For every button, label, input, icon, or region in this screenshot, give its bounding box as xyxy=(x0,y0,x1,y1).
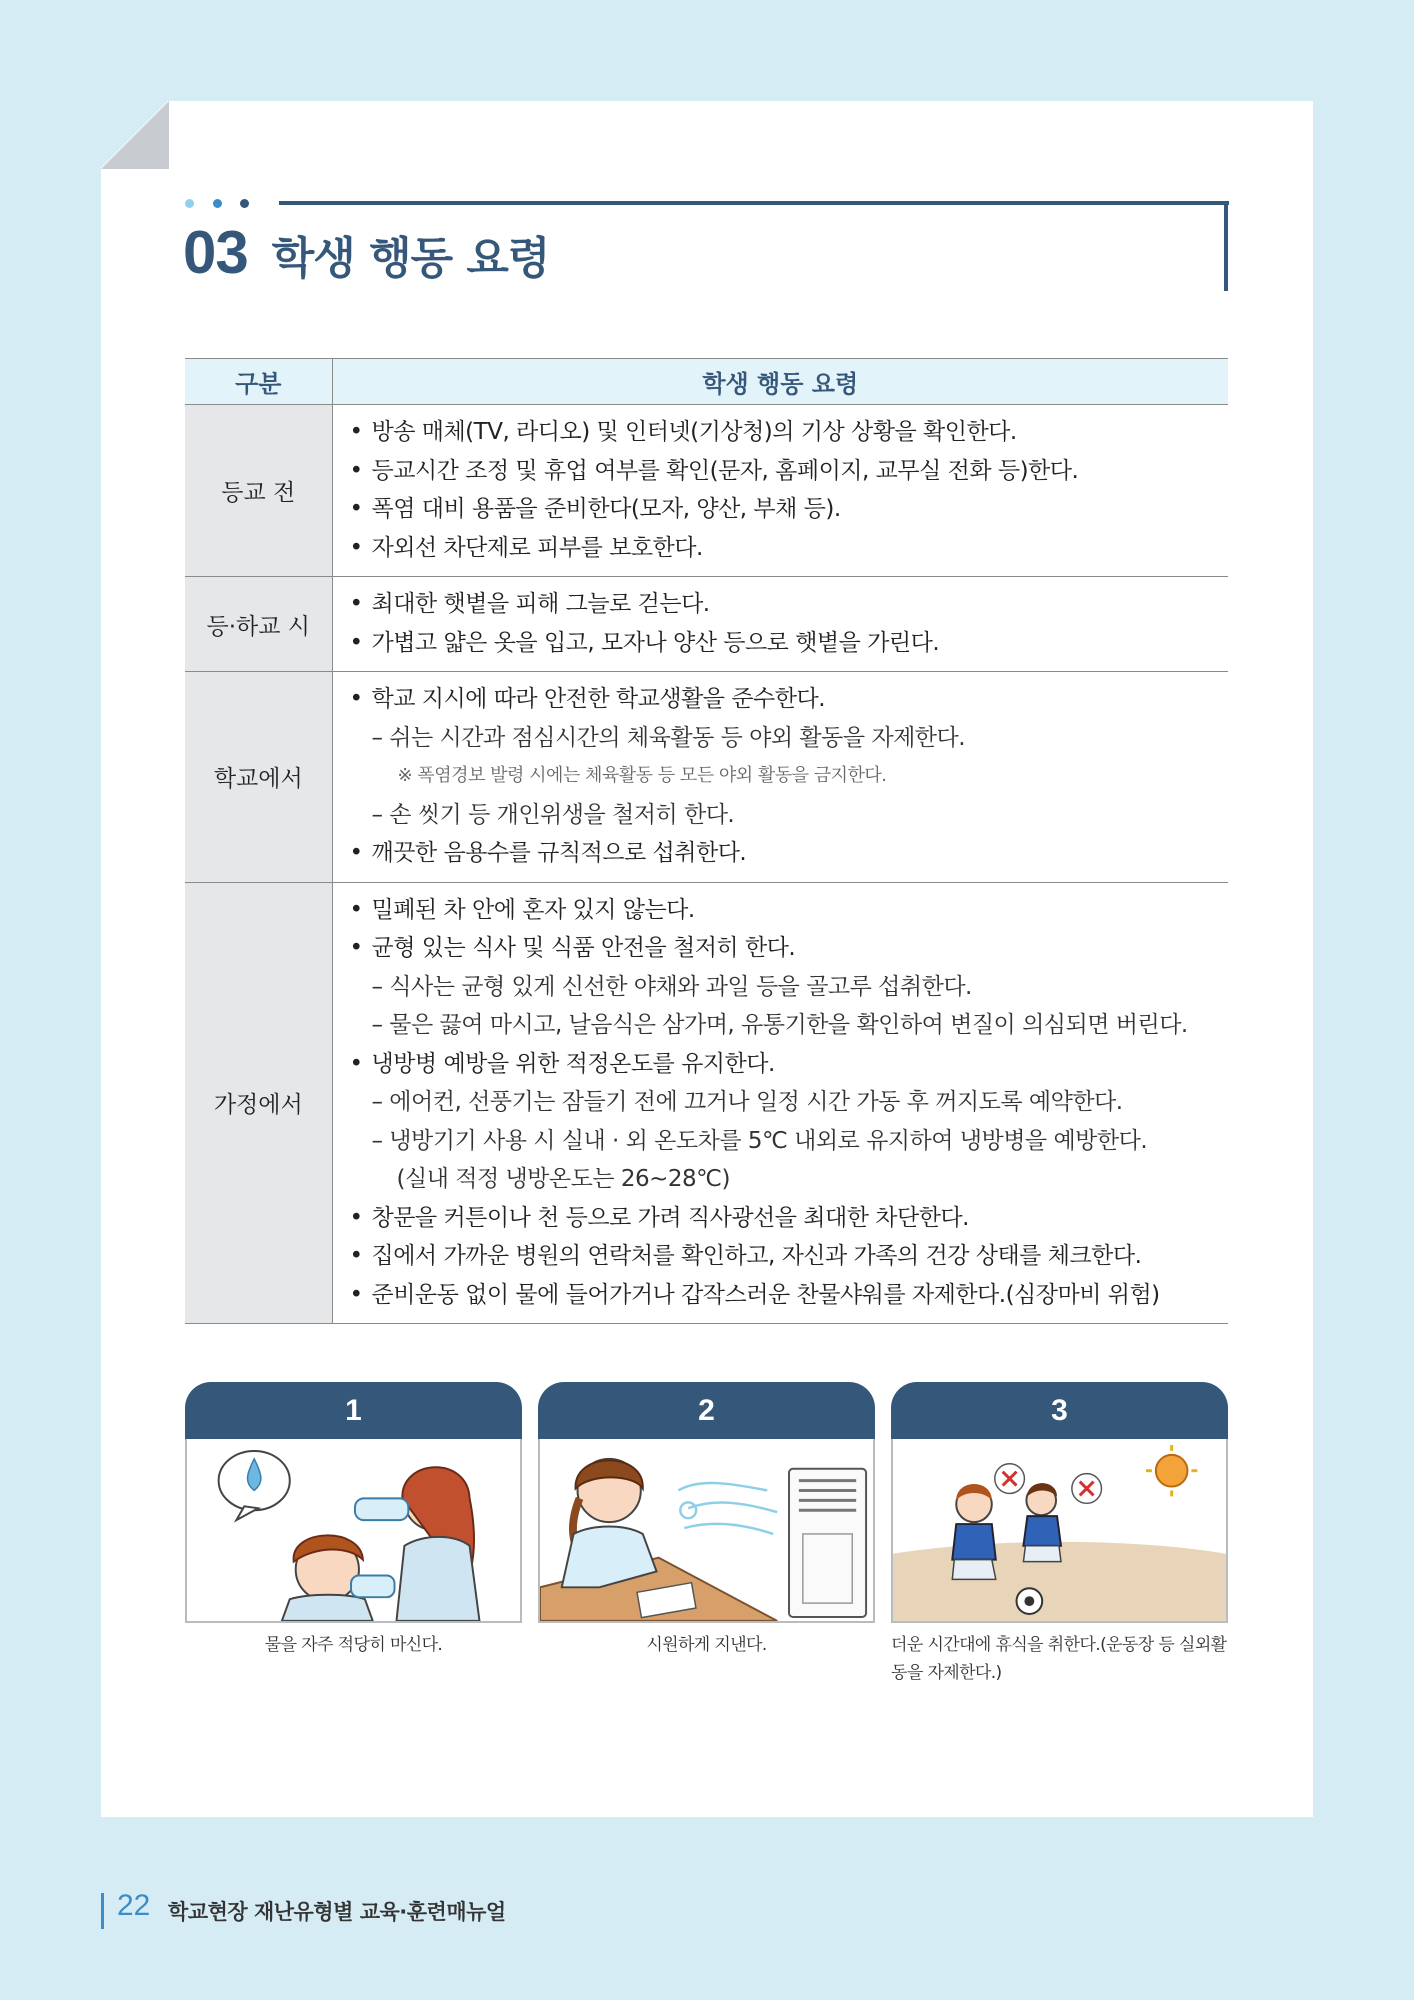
action-text: 최대한 햇볕을 피해 그늘로 걷는다. xyxy=(371,591,710,617)
illustration-panel-3 xyxy=(891,1382,1228,1623)
action-text: 방송 매체(TV, 라디오) 및 인터넷(기상청)의 기상 상황을 확인한다. xyxy=(371,419,1017,445)
action-text: 학교 지시에 따라 안전한 학교생활을 준수한다. xyxy=(371,686,826,712)
action-text: 균형 있는 식사 및 식품 안전을 철저히 한다. xyxy=(371,935,796,961)
action-item xyxy=(333,452,1229,491)
section-title: 학생 행동 요령 xyxy=(271,233,550,284)
illustration-panel-1 xyxy=(185,1382,522,1623)
illustration-panel-2 xyxy=(538,1382,875,1623)
action-subitem xyxy=(333,1122,1229,1161)
panel-number: 2 xyxy=(538,1382,875,1439)
row-category: 학교에서 xyxy=(185,672,332,883)
drinking-water-illustration xyxy=(185,1439,522,1623)
action-subitem xyxy=(333,1160,1229,1199)
row-category: 가정에서 xyxy=(185,882,332,1324)
row-actions xyxy=(332,672,1228,883)
row-category: 등교 전 xyxy=(185,405,332,577)
panel-caption-3: 더운 시간대에 휴식을 취한다.(운동장 등 실외활동을 자제한다.) xyxy=(891,1635,1227,1683)
air-conditioner-illustration xyxy=(538,1439,875,1623)
action-subitem xyxy=(333,796,1229,835)
air-conditioner-icon xyxy=(540,1439,873,1621)
action-text: 밀폐된 차 안에 혼자 있지 않는다. xyxy=(371,896,695,923)
header-actions: 학생 행동 요령 xyxy=(332,359,1228,405)
action-item xyxy=(333,680,1229,719)
avoid-outdoor-illustration xyxy=(891,1439,1228,1623)
action-item xyxy=(333,929,1229,968)
action-item xyxy=(333,891,1229,930)
action-note xyxy=(333,757,1229,796)
section-dots xyxy=(185,199,255,209)
action-text: – 쉬는 시간과 점심시간의 체육활동 등 야외 활동을 자제한다. xyxy=(371,724,966,751)
action-item xyxy=(333,413,1229,452)
table-row xyxy=(185,672,1228,883)
table-row xyxy=(185,577,1228,672)
action-item xyxy=(333,1045,1229,1084)
action-text: 냉방병 예방을 위한 적정온도를 유지한다. xyxy=(371,1050,775,1077)
panel-caption-1: 물을 자주 적당히 마신다. xyxy=(264,1635,443,1655)
action-subitem xyxy=(333,968,1229,1007)
action-text: – 에어컨, 선풍기는 잠들기 전에 끄거나 일정 시간 가동 후 꺼지도록 예약한다. xyxy=(371,1089,1123,1115)
action-text: 등교시간 조정 및 휴업 여부를 확인(문자, 홈페이지, 교무실 전화 등)한다. xyxy=(371,457,1079,484)
action-subitem xyxy=(333,1006,1229,1045)
panel-number: 1 xyxy=(185,1382,522,1439)
action-text: 폭염 대비 용품을 준비한다(모자, 양산, 부채 등). xyxy=(371,496,841,522)
action-item xyxy=(333,1276,1229,1315)
action-subitem xyxy=(333,1083,1229,1122)
panel-number: 3 xyxy=(891,1382,1228,1439)
action-text: ※ 폭염경보 발령 시에는 체육활동 등 모든 야외 활동을 금지한다. xyxy=(397,765,887,786)
action-text: – 손 씻기 등 개인위생을 철저히 한다. xyxy=(371,801,735,828)
action-text: 창문을 커튼이나 천 등으로 가려 직사광선을 최대한 차단한다. xyxy=(371,1204,969,1231)
action-item xyxy=(333,585,1229,624)
header-category: 구분 xyxy=(185,359,332,405)
table-row xyxy=(185,405,1228,577)
action-text: – 식사는 균형 있게 신선한 야채와 과일 등을 골고루 섭취한다. xyxy=(371,973,972,1000)
section-rule xyxy=(279,201,1229,205)
action-text: – 냉방기기 사용 시 실내 · 외 온도차를 5℃ 내외로 유지하여 냉방병을 예방한다. xyxy=(371,1127,1148,1154)
action-text: 가볍고 얇은 옷을 입고, 모자나 양산 등으로 햇볕을 가린다. xyxy=(371,629,940,656)
page-number: 22 xyxy=(117,1889,151,1922)
row-actions xyxy=(332,405,1228,577)
action-text: 깨끗한 음용수를 규칙적으로 섭취한다. xyxy=(371,840,747,866)
action-text: – 물은 끓여 마시고, 날음식은 삼가며, 유통기한을 확인하여 변질이 의심되면 버린다. xyxy=(371,1012,1188,1038)
panel-caption-2: 시원하게 지낸다. xyxy=(646,1635,767,1655)
manual-title: 학교현장 재난유형별 교육·훈련매뉴얼 xyxy=(168,1900,506,1924)
action-item xyxy=(333,624,1229,663)
action-text: 준비운동 없이 물에 들어가거나 갑작스러운 찬물샤워를 자제한다.(심장마비 위험) xyxy=(371,1281,1160,1308)
page-corner-fold xyxy=(101,101,169,169)
drinking-water-icon xyxy=(187,1439,520,1621)
table-header-row xyxy=(185,359,1228,405)
row-category: 등·하교 시 xyxy=(185,577,332,672)
footer-bar xyxy=(101,1893,104,1929)
action-text: 자외선 차단제로 피부를 보호한다. xyxy=(371,534,703,561)
table-row xyxy=(185,882,1228,1324)
row-actions xyxy=(332,882,1228,1324)
section-number: 03 xyxy=(183,219,248,286)
action-item xyxy=(333,1199,1229,1238)
action-item xyxy=(333,529,1229,568)
guide-table xyxy=(185,358,1228,1324)
avoid-outdoor-activity-icon xyxy=(893,1439,1226,1621)
table-body xyxy=(185,405,1228,1324)
section-rule-end xyxy=(1224,201,1228,291)
action-item xyxy=(333,1237,1229,1276)
action-subitem xyxy=(333,719,1229,758)
action-text: (실내 적정 냉방온도는 26~28℃) xyxy=(396,1166,730,1192)
section-heading xyxy=(183,218,549,287)
action-item xyxy=(333,490,1229,529)
action-item xyxy=(333,834,1229,873)
row-actions xyxy=(332,577,1228,672)
action-text: 집에서 가까운 병원의 연락처를 확인하고, 자신과 가족의 건강 상태를 체크한다. xyxy=(371,1243,1142,1269)
